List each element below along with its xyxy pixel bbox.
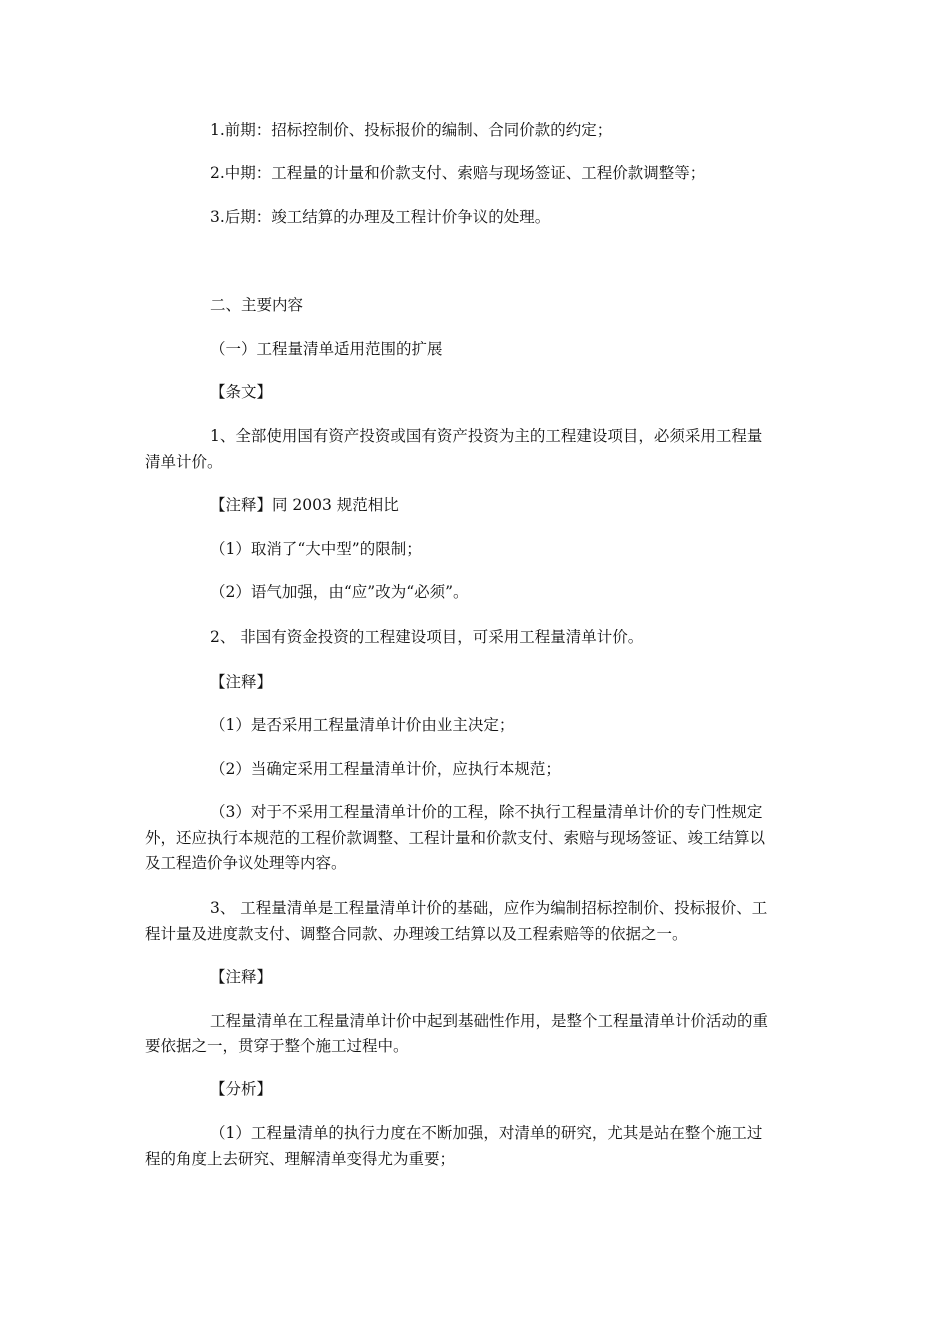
analysis-title: 【分析】 [210, 1080, 273, 1098]
article-1-line-2: 清单计价。 [145, 453, 223, 471]
note-3-text-line-1: 工程量清单在工程量清单计价中起到基础性作用，是整个工程量清单计价活动的重 [210, 1012, 769, 1030]
note-3-text-line-2: 要依据之一，贯穿于整个施工过程中。 [145, 1037, 409, 1055]
subsection-title: （一）工程量清单适用范围的扩展 [210, 340, 443, 358]
note-2-item-3-line-2: 外，还应执行本规范的工程价款调整、工程计量和价款支付、索赔与现场签证、竣工结算以 [145, 829, 766, 847]
analysis-1-line-2: 程的角度上去研究、理解清单变得尤为重要； [145, 1150, 456, 1168]
article-3-line-2: 程计量及进度款支付、调整合同款、办理竣工结算以及工程索赔等的依据之一。 [145, 925, 688, 943]
stage-item-1: 1.前期：招标控制价、投标报价的编制、合同价款的约定； [210, 121, 613, 139]
article-2: 2、 非国有资金投资的工程建设项目，可采用工程量清单计价。 [210, 628, 644, 646]
stage-item-2: 2.中期：工程量的计量和价款支付、索赔与现场签证、工程价款调整等； [210, 164, 706, 182]
section-title: 二、主要内容 [210, 296, 304, 314]
note-1-item-1: （1）取消了“大中型”的限制； [210, 540, 422, 558]
note-2-item-3-line-3: 及工程造价争议处理等内容。 [145, 854, 347, 872]
article-3-line-1: 3、 工程量清单是工程量清单计价的基础，应作为编制招标控制价、投标报价、工 [210, 899, 768, 917]
stage-item-3: 3.后期：竣工结算的办理及工程计价争议的处理。 [210, 208, 551, 226]
note-2-title: 【注释】 [210, 673, 273, 691]
note-2-item-2: （2）当确定采用工程量清单计价，应执行本规范； [210, 760, 561, 778]
note-1-title: 【注释】同 2003 规范相比 [210, 496, 399, 514]
note-2-item-1: （1）是否采用工程量清单计价由业主决定； [210, 716, 515, 734]
analysis-1-line-1: （1）工程量清单的执行力度在不断加强，对清单的研究，尤其是站在整个施工过 [210, 1124, 763, 1142]
note-1-item-2: （2）语气加强，由“应”改为“必须”。 [210, 583, 469, 601]
article-tag: 【条文】 [210, 383, 273, 401]
note-2-item-3-line-1: （3）对于不采用工程量清单计价的工程，除不执行工程量清单计价的专门性规定 [210, 803, 763, 821]
article-1-line-1: 1、全部使用国有资产投资或国有资产投资为主的工程建设项目，必须采用工程量 [210, 427, 763, 445]
note-3-title: 【注释】 [210, 968, 273, 986]
